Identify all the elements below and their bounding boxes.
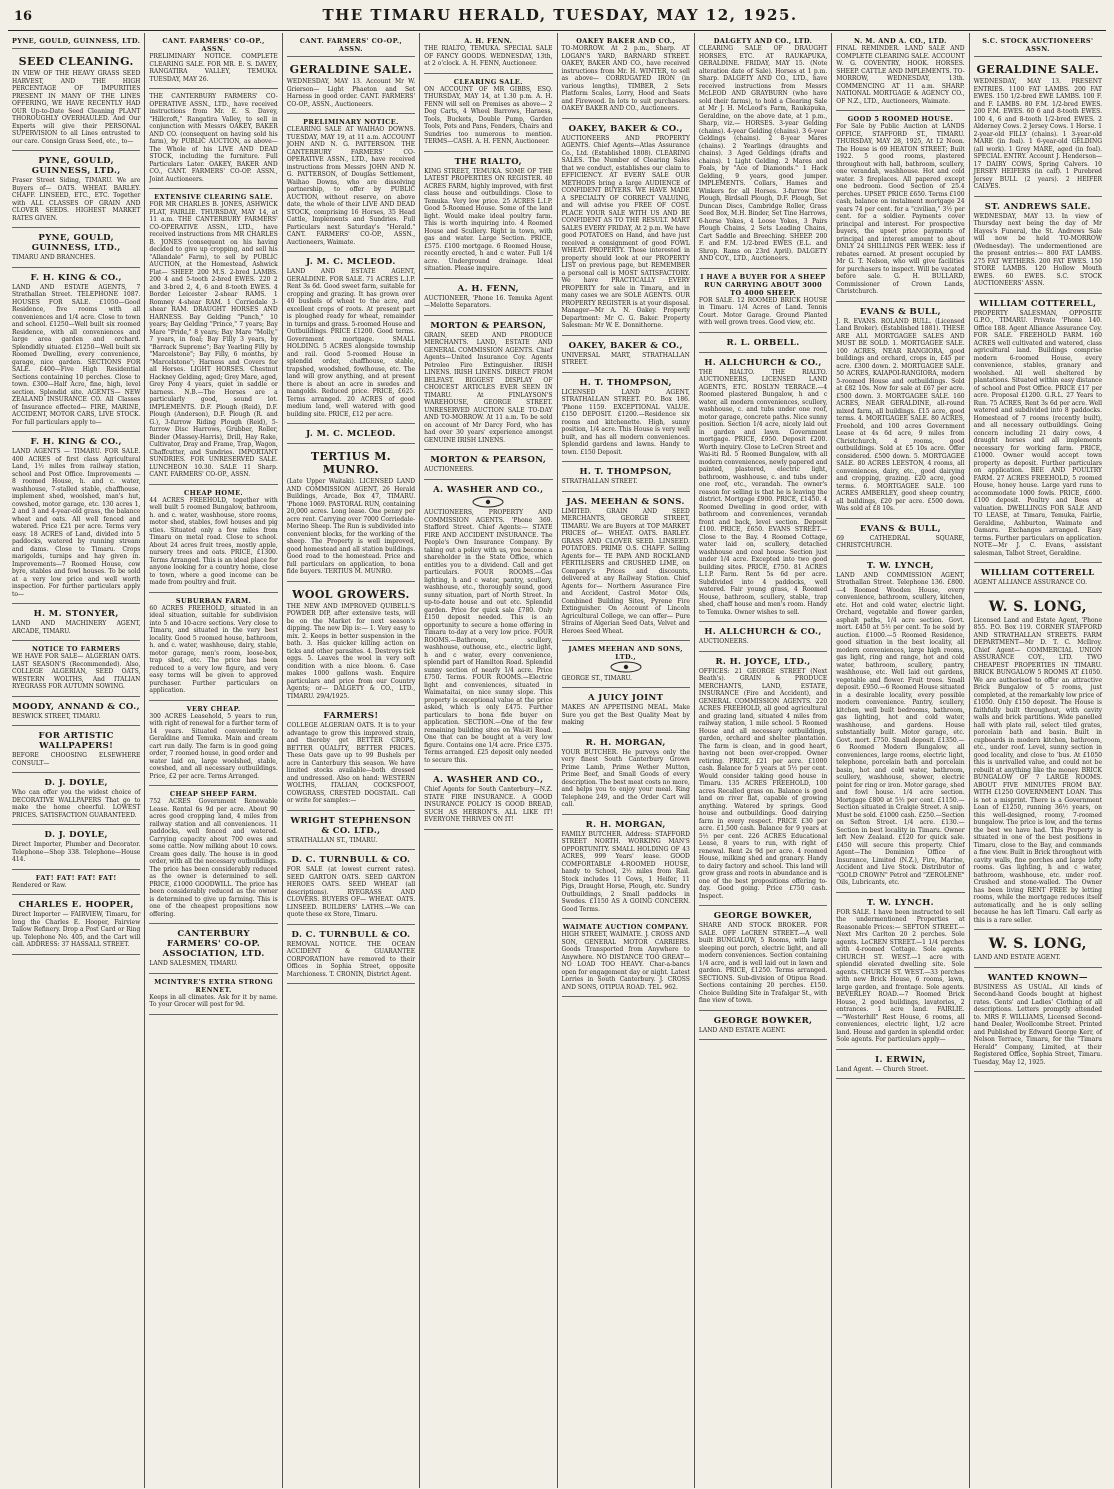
ad-heading: T. W. LYNCH, [866,560,934,571]
ad-heading: A. H. FENN. [464,37,513,45]
ad-body: 44 ACRES FREEHOLD, together with well built 5 roomed Bungalow, bathroom, h. and c. water, washhouse, store rooms, motor shed, stables, fowl houses and pig sties. Situated only a few miles from Timaru on metal road. Close to school. About 24 acres fruit trees, mostly apple, nursery trees and oats. PRICE, £1300. Terms Arranged. This is an ideal place for anyone looking for a country home, close to town, where a good income can be made from poultry and fruit. [149,496,278,586]
advertisement [699,355,827,623]
ad-body: REMOVAL NOTICE. THE OCEAN ACCIDENT & GUARANTEE CORPORATION have removed to their Offices in Sophia Street, opposite Marchioness. T. CRONIN, District Agent. [286,940,416,978]
ad-heading: A. H. FENN, [457,283,519,294]
advertisement [12,230,140,268]
ad-heading: S.C. STOCK AUCTIONEERS' ASSN. [982,37,1094,53]
ad-heading: MCINTYRE'S EXTRA STRONG RENNET. [154,977,274,994]
advertisement [974,565,1102,593]
advertisement [287,927,415,985]
advertisement [424,772,552,830]
ad-body: BEFORE CHOOSING ELSEWHERE CONSULT— [12,752,141,767]
ad-heading: H. M. STONYER, [33,609,119,619]
ad-body: UNIVERSAL MART, STRATHALLAN STREET. [561,351,690,366]
advertisement [562,338,690,373]
ad-heading: GEORGE BOWKER, [713,911,813,921]
ad-body: 60 ACRES FREEHOLD, situated in an ideal situation, suitable for subdivision into 5 and 10-acre sections. Very close to Timaru, and situated in the very best locality. Good 5 roomed house, bathroom, h. and c. water, washhouse, dairy, stable, motor garage, men's room, loose-box, trap shed, etc. The price has been reduced to a very low figure, and very easy terms will be given to approved purchaser. Further particulars on application. [149,604,278,694]
column-5 [558,33,695,1488]
ad-heading: CHEAP SHEEP FARM. [169,790,258,798]
ad-heading: H. ALLCHURCH & CO., [704,627,822,637]
column-3 [283,33,420,1488]
ad-body: CLEARING SALE AT WAIHAO DOWNS. TUESDAY, MAY 19, at 11 a.m. ACCOUNT JOHN AND N. G. PATTERSON. THE CANTERBURY FARMERS' CO-OPERATIVE ASSN., LTD., have received instructions from Messrs JOHN AND N. G. PATTERSON, of Douglas Settlement, Waihao Downs, who are dissolving partnership, to offer by PUBLIC AUCTION, without reserve, on above date, the whole of their LIVE AND DEAD STOCK, comprising 16 Horses, 35 Head Cattle, Implements and Sundries. Full Particulars next Saturday's "Herald." CANT. FARMERS' CO-OP., ASSN., Auctioneers, Waimate. [286,126,416,246]
ad-body: AUCTIONEERS. [424,466,474,473]
advertisement [562,643,690,688]
ad-body: WE HAVE FOR SALE— ALGERIAN OATS. LAST SEASON'S (Recommended). Also, COLLEGE ALGERIAN, SEED OATS, WESTERN WOLTHS, And ITALIAN RYEGRASS FOR AUTUMN SOWING. [12,653,141,690]
advertisement [12,775,140,825]
ad-heading: WOOL GROWERS. [292,587,410,601]
ad-heading: J. M. C. MCLEOD. [306,429,396,439]
ad-heading: R. L. ORBELL. [726,337,800,348]
advertisement [12,270,140,433]
ad-heading: MORTON & PEARSON, [430,455,547,465]
advertisement [149,487,277,593]
ad-body: FOR SALE. I have been instructed to sell the undermentioned Properties at Reasonable Prices:— SEFTON STREET.—Next Mrs Carlton 20 2 perches. Sole agents. LeCREN STREET.—1 1/4 perches with 4-roomed Cottage. Sole agents. CHURCH ST. WEST.—1 acre with splendid elevated dwelling site. Sole agents. CHURCH ST. WEST.—33 perches with new Brick House, 6 rooms, lawn, large garden, and frontage. Sole agents. BEVERLEY ROAD.—7 Roomed Brick House, 2 good buildings, lavatories, 2 entrances. 1 acre land. FAIRLIE.—"Westerhill" Rest House, 6 rooms, all conveniences, electric light, 1/2 acre land. House and garden in splendid order. Sole agents. For particulars apply— [836,908,965,1043]
ad-heading: CANT. FARMERS' CO-OP., ASSN. [299,37,403,53]
newspaper-title: THE TIMARU HERALD, TUESDAY, MAY 12, 1925. [322,6,798,24]
ad-body: AUCTIONEERS AND PROPERTY AGENTS. Chief Agents—Atlas Assurance Co., Ltd. (Established 1808). CLEARING SALES. The Number of Clearing Sales that we conduct, establishes our claim to EFFICIENCY. AT EVERY SALE OUR METHODS bring a large AUDIENCE of CONFIDENT BUYERS. WE HAVE MADE A SPECIALTY OF CORRECT VALUING, and will advise you FREE OF COST. PLACE YOUR SALE WITH US AND BE CONFIDENT AS TO THE RESULT. MART SALES EVERY FRIDAY, At 2 p.m. We have good POTATOES on Hand, and have just received a consignment of good FOWL WHEAT. PROPERTY. Those interested in property should look at our PROPERTY LIST on previous page, but REMEMBER a personal call is MOST SATISFACTORY. We have PRACTICALLY EVERY PROPERTY for sale in Timaru, and in many cases we are SOLE AGENTS. OUR PROPERTY REGISTER is at your disposal. Manager—Mr A. N. Oakey. Property Department: Mr C. G. Baker. Property Salesman: Mr W. E. Donnithorne. [561,134,690,329]
advertisement [287,584,415,707]
ad-heading: PYNE, GOULD, GUINNESS, LTD. [12,37,141,45]
ad-body: SHARE AND STOCK BROKER. FOR SALE. OFF LeCREN STREET.—A well built BUNGALOW, 5 Rooms, with large sleeping out porch, electric light, and all modern conveniences. Section containing 1/4 acre, and is well laid out in lawn and garden. PRICE, £1250. Terms arranged. SECTIONS. Sub-division of Otipua Road. Sections containing 20 perches. £150. Choice Building Site in Trafalgar St., with fine view of town. [698,922,828,1004]
ad-body: LAND AND ESTATE AGENT. [973,954,1061,961]
advertisement [12,728,140,773]
advertisement [424,281,552,316]
ad-body: FAMILY BUTCHER. Address: STAFFORD STREET NORTH. WORKING MAN'S OPPORTUNITY. SMALL HOLDING OF 43 ACRES, 999 Years' lease. GOOD COMFORTABLE 4-ROOMED HOUSE, handy to School, 2½ miles from Rail. Stock includes 11 Cows, 1 Heifer, 11 Pigs, Draught Horse, Plough, etc. Sundry Outbuildings, 2 Small paddocks in Swedes. £1150 AS A GOING CONCERN. Good Terms. [561,830,690,913]
ad-body: HIGH STREET, WAIMATE. J. CROSS AND SON, GENERAL MOTOR CARRIERS. Goods Transported from Anywhere to Anywhere. NO DISTANCE TOO GREAT—NO LOAD TOO HEAVY. Char-a-bancs open for engagement day or night. Latest Lorries in South Canterbury. J. CROSS AND SONS, OTIPUA ROAD. TEL. 962. [561,931,690,991]
ad-body: CLEARING SALE OF DRAUGHT HORSES, ETC. AT RAUKAPUKA, GERALDINE. FRIDAY, MAY 15. (Note alteration date of Sale). Horses at 1 p.m. Sharp. DALGETY AND CO., LTD., have received instructions from Messrs McLEOD AND GRAYBURN (who have sold their farms), to hold a Clearing Sale at Mr J. H. McLeod's Farm, Raukapuka, Geraldine, on the above date, at 1 p.m., Sharp, viz.— HORSES. 3-year Gelding (chains). 4-year Gelding (chains). 3 6-year Geldings (chains). 2 8-year Mares (chains). 2 Yearlings (draughts and chains). 3 Aged Geldings (drafts and chains). 1 Light Gelding. 2 Mares and Foals, by "Ace of Diamonds." 1 Hack Gelding, 9 years, good jumper. IMPLEMENTS. Collars, Hames and Winkers for all Horses. 3-furrow Disc Plough, Birdsall Plough, D.F. Plough, Set Duncan Discs, Cambridge Roller, Grass Seed Box, M.H. Binder, Set Tine Harrows, 6-horse Yokes, 4 Loose Yokes, 3 Pairs Plough Chains, 2 Sets Leading Chains, Cart Saddle and Breeching. SHEEP. 200 F. and F.M. 1/2-bred EWES (E.L. and Shrop. Rams on 23rd April). DALGETY AND COY., LTD., Auctioneers. [698,45,828,262]
ad-heading: A JUICY JOINT [587,693,664,703]
ad-heading: MOODY, ANNAND & CO., [12,701,140,712]
ad-body: ON ACCOUNT OF MR GIBBS, ESQ. THURSDAY, MAY 14, at 1.30 p.m. A. H. FENN will sell on Premises as above— 2 Dog Carts, 4 Wheel Barrows, Harness, Tools, Buckets, Double Pump, Garden Tools, Pots and Pans, Fenders, Chairs and Sundries too numerous to mention. TERMS—CASH. A. H. FENN, Auctioneer. [424,85,553,145]
ad-heading: PYNE, GOULD, GUINNESS, LTD., [31,156,121,176]
ad-heading: D. J. DOYLE, [44,778,108,788]
ad-heading: A. WASHER AND CO., [433,775,544,785]
ad-body: FOR SALE (at lowest current rates). SEED GARTON OATS. SEED GARTON HEROES OATS. SEED WHEAT (all descriptions). RYEGRASS AND CLOVERS. BUYERS OF— WHEAT. OATS. LINSEED. BUILDERS' LATHS.—We can quote these ex Store, Timaru. [286,866,416,918]
ad-body: J. R. EVANS. ROLAND BULL. (Licensed Land Broker). (Established 1881). THESE ARE ALL MORTGAGEE SALES AND MUST BE SOLD. 1. MORTGAGEE SALE. 100 ACRES, NEAR RANGIORA, good buildings and orchard, crops in, £45 per acre. £300 down. 2. MORTGAGEE SALE. 50 ACRES, KAIAPOI-RANGIORA, modern 5-roomed House and outbuildings. Sold at £82 10s. Now for sale at £67 per acre. £500 down. 3. MORTGAGEE SALE. 160 ACRES, NEAR GERALDINE, all-round mixed farm, all buildings. £15 acre, good terms. 4. MORTGAGEE SALE. 80 ACRES, Freehold, and 100 acres Government Lease at 4s 6d acre, 9 miles from Christchurch, 4 rooms, good outbuildings. Sold at £5 10s acre. Offer considered. £500 down. 5. MORTGAGEE SALE. 80 ACRES LEESTON, 4 rooms, all conveniences, dairy, etc., good dairying and cropping, grazing. £20 acre, good terms. 6. MORTGAGEE SALE. 100 ACRES AMBERLEY, good sheep country, all buildings, £20 per acre. £500 down. Was sold at £8 10s. [836,317,965,512]
advertisement [149,788,277,924]
ad-heading: CANT. FARMERS' CO-OP., ASSN. [162,37,265,53]
ad-heading: GOOD 5 ROOMED HOUSE. [847,115,954,123]
ornament-icon [562,661,690,675]
advertisement [562,817,690,920]
ad-heading: VERY CHEAP. [186,704,241,713]
advertisement [836,558,964,893]
advertisement [424,452,552,480]
advertisement [287,813,415,851]
advertisement [149,35,277,89]
ad-body: 752 ACRES Government Renewable Lease. Rental 6s 9d per acre. About 90 acres good cropping land, 4 miles from railway station and all conveniences. 11 paddocks, well fenced and watered. Carrying capacity about 700 ewes and some cattle. Now milking about 10 cows. Cream goes daily. The house is in good order, with all the necessary outbuildings. The price has been considerably reduced as the owner is determined to sell. PRICE, £1000 GOODWILL. The price has been considerably reduced as the owner is determined to give up farming. This is one of the cheapest propositions now offering. [149,798,278,918]
ad-heading: W. S. LONG, [988,936,1087,952]
ad-heading: SUBURBAN FARM. [175,596,252,605]
advertisement [562,375,690,463]
columns [8,33,1106,1488]
ad-body: Keeps in all climates. Ask for it by name. To your Grocer will post for 9d. [149,993,278,1008]
ad-heading: WANTED KNOWN— [987,972,1088,983]
ad-heading: F. H. KING & CO., [30,272,122,283]
ad-body: LAND AND ESTATE AGENT. [698,1026,786,1034]
advertisement [149,926,277,974]
ad-body: PROPERTY SALESMAN, OPPOSITE G.P.O., TIMARU. Private 'Phone 140. Office 188. Agent Alliance Assurance Coy. FOR SALE. FREEHOLD FARM. 160 ACRES well cultivated and watered, class agricultural land. Buildings comprise modern 6-roomed House, every convenience, stables, granary and woolshed. All well sheltered by plantations. Situated within easy distance of school and Post Office. PRICE £17 per acre. Proposal £1200. G.R.L. 27 Years to Run. 75 ACRES, Rent 3s 6d per acre. Well watered and subdivided into 8 paddocks. Homestead of 7 rooms (recently built), and all necessary outbuildings. Going concern including 21 dairy cows, 4 draught horses and all implements necessary for working farm. PRICE, £1000. Owner would accept town property as deposit. Further particulars on application. BEE AND POULTRY FARM. 27 ACRES FREEHOLD, 5 roomed House, honey house. Large yard runs to accommodate 1000 fowls. PRICE, £600. £100 deposit. Poultry and Bees at valuation. DWELLINGS FOR SALE AND TO LEASE, at Timaru, Temuka, Fairlie, Geraldine, Ashburton, Waimate and Oamaru. Exchanges arranged. Easy terms. Further particulars on application. NOTE—Mr J. C. Evans, assistant salesman, Talbot Street, Geraldine. [973,309,1102,557]
ad-body: Rendered or Raw. [12,881,67,889]
ad-body: GEORGE ST., TIMARU. [561,674,632,682]
ad-body: Who can offer you the widest choice of DECORATIVE WALLPAPERS That go to make the home cheerful. LOWEST PRICES. SATISFACTION GUARANTEED. [12,789,141,819]
column-6 [695,33,832,1488]
ad-heading: J. M. C. MCLEOD. [306,257,396,267]
ad-heading: FARMERS! [323,711,379,721]
ad-heading: TERTIUS M. MUNRO. [310,450,392,476]
ad-body: Land Agent. — Church Street. [836,1065,929,1073]
ad-heading: JAMES MEEHAN AND SONS, LTD., [568,645,683,661]
ad-body: LAND AGENTS — TIMARU. FOR SALE. 400 ACRES of first class Agricultural Land, 1½ miles from railway station, school and Post Office. Improvements — 8 roomed House, h. and c. water, washhouse, 7-stalled stable, chaffhouse, implement shed, woolshed, man's hut, cowshed, motor garage, etc. 130 acres 1, 2 and 3 and 4-year-old grass, the balance wheat and oats. All well fenced and watered. Price £21 per acre. Terms very easy. 18 ACRES of Land, divided into 5 paddocks, watered by running stream and dams. Close to Timaru. Crops marigolds, turnips and hay given in. Improvements—7 Roomed House, cow byre, stables and fowl houses. To be sold at a very low price and well worth inspection. For further particulars apply to— [12,448,141,598]
ad-heading: OAKEY, BAKER & CO., [568,123,683,134]
ad-body: FOR MR CHARLES B. JONES, ASHWICK FLAT, FAIRLIE. THURSDAY, MAY 14, at 11 a.m. THE CANTERBURY FARMERS' CO-OPERATIVE ASSN., LTD., have received instructions from MR CHARLES B. JONES (consequent on his having decided to give up cropping, and sell his "Allandale" Farm), to sell by PUBLIC AUCTION, at the Homestead, Ashwick Flat— SHEEP. 200 M.S. 2-bred LAMBS. 200 4 and 5-tooth 2-bred EWES. 220 2 and 3-bred 2, 4, 6 and 8-tooth EWES. 4 Border Leicester 2-shear RAMS. 1 Romney 4-shear RAM. 1 Corriedale 3-shear RAM. DRAUGHT HORSES AND HARNESS. Bay Gelding "Punch," 10 years; Bay Gelding "Prince," 7 years; Bay Mare "Pride," 8 years; Bay Mare "Molly," 7 years, in foal; Bay Filly 3 years, by "Barrack Supreme"; Bay Yearling Filly by "Marcelstone"; Bay Filly, 6 months, by "Marcelstone"; Harness and Covers for all Horses. LIGHT HORSES. Chestnut Hackney Gelding, aged; Grey Mare, aged, Grey Pony 4 years, quiet in saddle or harness. N.B.—The Horses are a particularly good, sound lot. IMPLEMENTS. D.F. Plough (Reid), D.F. Plough (Anderson), D.F. Plough (R. and G.), 3-furrow Riding Plough (Reid), 5-furrow Disc Harrows, Grubber, Roller, Binder (Massey-Harris), Drill, Hay Rake, Cultivator, Dray and Frame, Trap, Wagon, Chaffcutter, and Sundries. IMPORTANT SUNDRIES. FOR UNRESERVED SALE. LUNCHEON 10.30. SALE 11 Sharp. CANT. FARMERS' CO-OP., ASSN. [149,201,278,478]
advertisement [287,59,415,114]
column-2 [145,33,282,1488]
ad-heading: H. T. THOMPSON, [579,377,672,388]
advertisement [974,595,1102,931]
ad-heading: GERALDINE SALE. [289,63,413,76]
ad-heading: I. ERWIN, [875,1054,926,1065]
ad-body: FOR SALE. 12 ROOMED BRICK HOUSE in Timaru. 1/4 Acres of Land. Tennis Court. Motor Garage. Ground Planted with well grown trees. Good view, etc. [698,296,828,326]
advertisement [562,494,690,642]
ad-heading: D. C. TURNBULL & CO. [291,855,411,865]
ad-heading: CLEARING SALE. [453,77,523,86]
ad-heading: A. WASHER AND CO., [433,484,544,495]
advertisement [12,153,140,228]
ad-body: Fraser Street Siding, TIMARU. We are Buyers of— OATS. WHEAT. BARLEY. CHAFF. LINSEED, ETC., ETC. Together with ALL CLASSES OF GRAIN AND CLOVER SEEDS. HIGHEST MARKET RATES GIVEN. [12,177,141,222]
advertisement [149,191,277,485]
ad-body: TIMARU AND BRANCHES. [12,254,96,261]
ad-body: WEDNESDAY, MAY 13. PRESENT ENTRIES. 1100 FAT LAMBS. 200 FAT EWES. 150 1/2-bred EWE LAMBS. 100 F. and F. LAMBS. 80 F.M. 1/2-bred EWES. 200 F.M. EWES. 60 6 and 8-tooth EWES. 100 4, 6 and 8-tooth 1/2-bred EWES. 2 Alderney Cows. 2 Jersey Cows. 1 Horse. 1 2-year-old FILLY (chains). 1 3-year-old MARE (in foal). 1 6-year-old GELDING (all work). 1 Grey MARE, aged (in foal). SPECIAL ENTRY. Account J. Henderson— 17 DAIRY COWS, Spring Calvers. 10 JERSEY HEIFERS (in calf). 1 Purebred Jersey BULL (2 years). 2 HEIFER CALVES. [973,78,1102,190]
ad-body: LAND AND MACHINERY AGENT, ARCADE, TIMARU. [12,620,141,635]
advertisement [836,113,964,302]
ad-heading: T. W. LYNCH. [866,897,934,908]
ad-heading: WAIMATE AUCTION COMPANY. [562,923,689,931]
advertisement [699,654,827,907]
ad-body: LAND AND ESTATE AGENT, GERALDINE. FOR SALE. 71 ACRES L.I.P. Rent 3s 6d. Good sweet farm, suitable for cropping and grazing. It has grown over 40 bushels of wheat to the acre, and excellent crops of roots. At present part is ploughed ready for wheat, remainder in turnips and grass. 5-roomed House and Outbuildings. PRICE £1200. Good terms. Government mortgage. SMALL HOLDING. 5 ACRES alongside township and rail. Good 5-roomed House in splendid order, chaffhouse, stable, trapshed, woodshed, fowlhouse, etc. The land will grow anything, and at present there is about an acre in swedes and mangolds. Reduced price. PRICE, £625. Terms arranged. 20 ACRES of good medium land, well watered with good building site. PRICE, £12 per acre. [286,268,416,418]
advertisement [12,827,140,870]
ad-heading: PRELIMINARY NOTICE. [303,118,399,126]
ad-body: BESWICK STREET, TIMARU. [12,712,101,720]
ad-body: KING STREET, TEMUKA. SOME OF THE LATEST PROPERTIES ON REGISTER. 40 ACRES FARM, highly improved, with first class house and outbuildings. Close to Temuka. Very low price. 25 ACRES L.I.P. Good 5-Roomed House. Some of the land light. Would make ideal poultry farm. This is worth inquiring into. 4 Roomed House and Scullery. Right in town, with gas and water. Large Section. PRICE, £575. £100 mortgage. 6 Roomed House, recently erected, h and c water. Full 1/4 acre. Underground drainage. Ideal situation. Please inquire. [424,167,553,272]
advertisement [974,932,1102,968]
advertisement [974,970,1102,1073]
ad-heading: THE RIALTO, [454,156,522,167]
ornament-icon [424,496,552,510]
ad-heading: GERALDINE SALE. [976,63,1100,76]
ad-heading: EVANS & BULL, [859,523,942,534]
ad-body: LICENSED LAND AGENT, STRATHALLAN STREET. P.O. Box 186. 'Phone 1159. EXCEPTIONAL VALUE. £150 DEPOSIT. £1200.—Residence six rooms and kitchenette. High, sunny position, 1/4 acre. This House is very well built, and has all modern conveniences. Splendid gardens and lawns. Handy to town. £150 Deposit. [561,388,690,456]
ad-body: THE NEW AND IMPROVED QUIBELL'S POWDER DIP, after extensive tests, will be on the Market for next season's dipping. The new Dip is:— 1. Very easy to mix. 2. Keeps in better suspension in the bath. 3. Has quicker killing action on ticks and other parasites. 4. Destroys tick eggs. 5. Leaves the wool in very soft condition with a nice bloom. 6. Case makes 1000 gallons wash. Enquire particulars and price from our Country Agents; or— DALGETY & CO., LTD., TIMARU. 29/4/1925. [286,602,416,700]
ad-heading: I HAVE A BUYER FOR A SHEEP RUN CARRYING ABOUT 3000 TO 4000 SHEEP. [700,272,826,297]
advertisement [562,121,690,336]
advertisement [974,199,1102,294]
ad-body: LAND AND ESTATE AGENTS, 7 Strathallan Street. TELEPHONE 1087. HOUSES FOR SALE. £1050—Good Residence, five rooms with all conveniences and 1/4 acre. Close to town and school. £1250—Well built six roomed Residence, with all conveniences and large area garden and orchard. Splendidly situated. £1250—Well built six Roomed Dwelling, every convenience, garage, nice garden. SECTIONS FOR SALE. £400—Five High Residential Sections containing 10 perches. Close to town. £300—Half Acre, fine, high, level section. Splendid site. AGENTS— NEW ZEALAND INSURANCE CO. All Classes of Insurance effected— FIRE, MARINE, ACCIDENT, MOTOR CARS, LIVE STOCK. For full particulars apply to— [12,283,141,426]
ad-heading: SEED CLEANING. [18,55,134,68]
ad-heading: OAKEY, BAKER & CO., [568,340,683,351]
ad-body: 69 CATHEDRAL SQUARE, CHRISTCHURCH. [836,534,965,549]
ad-heading: ST. ANDREWS SALE. [984,201,1091,212]
ad-heading: CANTERBURY FARMERS' CO-OP. ASSOCIATION, LTD. [162,929,265,959]
ad-body: WEDNESDAY, MAY 13. Account Mr W. Grierson— Light Phaeton and Set Harness in good order. CANT. FARMERS' CO-OP., ASSN., Auctioneers. [286,78,416,108]
ad-body: 300 ACRES Leasehold, 5 years to run, with right of renewal for a further term of 14 years. Situated conveniently to Geraldine and Temuka. Main and cream cart run daily. The farm is in good going order, 7 roomed house, in good order and water laid on, large woolshed, stable, cowshed, and all necessary outbuildings. Price, £2 per acre. Terms Arranged. [149,712,278,780]
advertisement [974,296,1102,564]
column-4 [420,33,557,1488]
ad-body: WEDNESDAY, MAY 13. In view of Thursday next being the day of Mr Hayes's Funeral, the St. Andrews Sale will now be held TO-MORROW (Wednesday). The undermentioned are the present entries:— 800 FAT LAMBS. 275 FAT WETHERS. 200 FAT EWES. 150 STORE LAMBS. 120 Hollow Mouth EWES. 60 EWES. S.C. STOCK AUCTIONEERS' ASSN. [973,212,1102,287]
advertisement [12,35,140,49]
ad-body: AUCTIONEER, 'Phone 16. Temuka Agent—Melotte Separators. [424,294,553,309]
ad-heading: N. M. AND A. CO., LTD. [854,37,947,45]
ad-heading: EVANS & BULL, [859,306,942,317]
advertisement [699,1013,827,1041]
advertisement [149,703,277,787]
advertisement [424,154,552,279]
ad-heading: W. S. LONG, [988,598,1087,615]
advertisement [149,976,277,1015]
ad-body: PRELIMINARY NOTICE. COMPLETE CLEARING SALE. FOR MR. E. S. DAVEY, RANGATIRA VALLEY, TEMUKA. TUESDAY, MAY 26. [149,53,278,83]
ad-body: (Late Upper Waitaki). LICENSED LAND AND COMMISSION AGENT, 26 Herald Buildings, Arcade, Box 47, TIMARU. 'Phone 1069. PASTORAL RUN, containing 20,000 acres. Long lease. One penny per acre rent. Carrying over 7000 Corriedale-Merino Sheep. The Run is subdivided into convenient blocks, for the working of the sheep. The Property is well improved, good homestead and all station buildings. Good road to the homestead. Price and full particulars on application, to bona fide buyers. TERTIUS M. MUNRO. [286,478,416,575]
advertisement [287,852,415,925]
ad-body: THE RIALTO, TEMUKA. SPECIAL SALE OF FANCY GOODS. WEDNESDAY, 13th, at 2 o'clock. A. H. FENN, Auctioneer. [424,45,553,67]
advertisement [287,426,415,444]
ad-heading: H. T. THOMPSON, [579,467,672,477]
ad-body: BUSINESS AS USUAL. All kinds of Second-hand Goods bought at highest rates. Gents' and Ladies' Clothing of all descriptions. Letters promptly attended to. MRS F. WILLIAMS, Licensed Second-hand Dealer, Woollcombe Street. Printed and Published by Edward George Kerr, of Nelson Terrace, Timaru, for the "Timaru Herald" Company, Limited, at their Registered Office, Sophia Street, Timaru. Tuesday, May 12, 1925. [973,983,1102,1066]
ad-heading: NOTICE TO FARMERS [32,645,121,653]
ad-heading: F. H. KING & CO., [30,437,122,447]
advertisement [12,643,140,697]
advertisement [12,51,140,151]
advertisement [12,699,140,727]
ad-body: GRAIN, SEED AND PRODUCE MERCHANTS. LAND, ESTATE AND GENERAL COMMISSION AGENTS. Chief Agents—United Insurance Coy. Agents Petroleo Fire Extinguisher. IRISH LINENS. IRISH LINENS. DIRECT FROM BELFAST. BIGGEST DISPLAY OF CHOICEST ARTICLES EVER SEEN IN TIMARU. At FINLAYSON'S WAREHOUSE, GEORGE STREET. UNRESERVED AUCTION SALE TO-DAY AND TO-MORROW. At 11 a.m. To be sold on account of Mr Darcy Ford, who has had over 30 years' experience amongst GENUINE IRISH LINENS. [424,331,553,444]
ad-body: FINAL REMINDER. LAND SALE AND COMPLETE CLEARING SALE. ACCOUNT W. G. COVENTRY, HOOK. HORSES. SHEEP. CATTLE AND IMPLEMENTS. TO-MORROW, WEDNESDAY, 13th. COMMENCING AT 11 a.m. SHARP. NATIONAL MORTGAGE & AGENCY CO., OF N.Z., LTD., Auctioneers, Waimate. [836,45,965,105]
advertisement [836,1052,964,1080]
advertisement [699,624,827,652]
advertisement [562,921,690,997]
advertisement [424,35,552,74]
ad-body: Chief Agents for South Canterbury—N.Z. STATE FIRE INSURANCE. A GOOD INSURANCE POLICY IS GOOD BREAD, SUCH AS HERRON'S. ALL LIKE IT! EVERYONE THRIVES ON IT! [424,786,553,823]
ad-heading: R. H. JOYCE, LTD., [715,656,811,667]
ad-body: COLLEGE ALGERIAN OATS. It is to your advantage to grow this improved strain, and thereby get BETTER CROPS, BETTER QUALITY, BETTER PRICES. These Oats gave up to 99 Bushels per acre in Canterbury this season. We have limited stocks available—both dressed and undressed. Also on hand: WESTERN WOLTHS, ITALIAN, COCKSFOOT, COWGRASS, CRESTED DOGSTAIL. Call or write for samples:— [286,722,416,804]
ad-heading: WILLIAM COTTERELL [980,568,1095,578]
ad-heading: FAT! FAT! FAT! FAT! [35,873,117,882]
ad-body: Direct Importer — FAIRVIEW, Timaru, for long the Charles E. Hooper, Fairview Tallow Refinery. Drop a Post Card or Ring up. Telephone No. 405, and the Cart will call. ADDRESS: 37 HASSALL STREET. [12,911,141,948]
ad-body: Licensed Land and Estate Agent, 'Phone 855. P.O. Box 119. CORNER STAFFORD AND STRATHALLAN STREETS. FARM DEPARTMENT—Mr D. T. C. McIlroy. Chief Agent— COMMERCIAL UNION ASSURANCE COY., LTD. TWO CHEAPEST PROPERTIES IN TIMARU. BRICK BUNGALOW 5 ROOMS AT £1050. We are authorised to offer an attractive Brick Bungalow of 5 rooms, just completed, at the remarkably low price of £1050. Only £150 deposit. The House is faithfully built throughout, with cavity walls and brick partitions. Wide panelled hall with plate rail, select tiled grates, porcelain bath and basin. Built in cupboards in modern kitchen, bathroom, etc., under roof. Level, sunny section in good locality, and close to 'bus. At £1050 this is unrivalled value, and could not be rebuilt at anything like the money. BRICK BUNGALOW OF 7 LARGE ROOMS. ABOUT FIVE MINUTES FROM BAY. WITH £1250 GOVERNMENT LOAN. This is not a misprint. There is a Government Loan of £1250, running 36½ years, on this well-designed, roomy, 7-roomed bungalow. The price is low, and the terms the best we have had. This Property is situated in one of the best positions in Timaru, close to the Bay, and commands a fine view. Built in Brick throughout with cavity walls, fine porches and large lofty rooms. Gas lighting, h and c water, bathroom, washhouse, etc. under roof. Crushed and stone-walled. The Owner has been living RENT FREE by letting rooms, while the mortgage reduces itself automatically, and he is only selling because he has left Timaru. Call early as this is a rare seller. [973,616,1102,924]
advertisement [562,35,690,119]
ad-body: THE RIALTO. THE RIALTO. AUCTIONEERS, LICENSED LAND AGENTS, ETC. ROSLYN TERRACE.—4 Roomed plastered Bungalow, h and c water, all modern conveniences, scullery, washhouse, c. and tubs under one roof, motor garage, concrete paths. Nice sunny position. Section 1/4 acre, nicely laid out in garden and lawn. Government mortgage. PRICE, £950. Deposit £200. Worth inquiry. Close to LeCren Street and Wai-iti Rd. 5 Roomed Bungalow, with all modern conveniences, newly papered and painted, plastered, electric light, bathroom, washhouse, c. and tubs under one roof, etc., verandah. The owner's reason for selling is that he is leaving the district. Mortgage £900. PRICE, £1450. 4 Roomed Dwelling in good order, with bathroom and conveniences, verandah front and back, level section. Deposit £100. PRICE, £650. EVANS STREET.—Close to the Bay. 4 Roomed Cottage, water laid on, scullery, detached washhouse and coal house. Section just under 1/4 acre. Excepted into two good building sites. PRICE, £750. 81 ACRES L.I.P. Farm. Rent 5s 6d per acre. Subdivided into 4 paddocks, well watered. Fair young grass, 4 Roomed House, bathroom, scullery, stable, trap shed, chaff house and men's room. Handy to Temuka. Owner wishes to sell. [698,368,828,616]
ad-heading: DALGETY AND CO., LTD. [713,37,813,45]
advertisement [836,35,964,111]
advertisement [149,91,277,189]
page-number: 16 [14,9,33,24]
ad-heading: D. C. TURNBULL & CO. [291,929,411,940]
ad-body: OFFICES: 21 GEORGE STREET (Next Beath's). GRAIN & PRODUCE MERCHANTS, LAND, ESTATE, INSURANCE (Fire and Accident), and GENERAL COMMISSION AGENTS. 220 ACRES FREEHOLD, all good agricultural and grazing land, situated 4 miles from railway station, 1 mile school. 5 Roomed House and all necessary outbuildings, garden, orchard and shelter plantation. The farm is clean, and in good heart, having not been over-cropped. Owner retiring. PRICE, £21 per acre. £1000 cash. Balance for 5 years at 5½ per cent. Would consider taking good house in Timaru. 135 ACRES FREEHOLD, 100 acres Recalled grass on. Balance is good land on river flat, capable of growing anything. Watered by springs. Good house and outbuildings. Good dairying farm in every respect. PRICE £30 per acre. £1,500 cash. Balance for 9 years at 5½ per cent. 226 ACRES Educational Lease, 8 years to run, with right of renewal. Rent 2s 9d per acre. 4 roomed House, milking shed and granary. Handy to dairy factory and school. This land will grow grass and roots in abundance and is one of the best propositions offering to-day. Good going. Price £750 cash. Inspect. [698,667,828,900]
ad-body: AGENT ALLIANCE ASSURANCE CO. [973,579,1087,586]
ad-body: IN VIEW OF THE HEAVY GRASS SEED HARVEST, AND THE HIGH PERCENTAGE OF IMPURITIES PRESENT IN MANY OF THE LINES OFFERING, WE HAVE RECENTLY HAD OUR Up-to-Date Seed Cleaning PLANT THOROUGHLY OVERHAULED. And Our Experts will give their PERSONAL SUPERVISION to all Lines entrusted to our care. Consign Grass Seed, etc., to— [12,70,141,145]
ad-body: For Sale by Public Auction at LANDS OFFICE, STAFFORD ST., TIMARU. THURSDAY, MAY 28, 1925, At 12 Noon. The House is 69 HEATON STREET; Built 1922. 5 good rooms, plastered throughout with hall, bathroom, scullery, one verandah, washhouse. Hot and cold water. 3 fireplaces. All papered except one bedroom. Good Section of 25.4 perches. UPSET PRICE £650. Terms £100 cash, balance on instalment mortgage 24 years 74 per cent. for a "civilian," 3½ per cent. for a soldier. Payments cover principal and interest. For prospective buyers, the upset price payments of principal and interest amount to about ONLY 24 SHILLINGS PER WEEK: less if rebates earned. At present occupied by Mr G. T. Nelson, who will give facilities for purchasers to inspect. Will be vacated before sale. G. H. BULLARD, Commissioner of Crown Lands, Christchurch. [836,123,965,295]
advertisement [974,35,1102,57]
advertisement [287,708,415,811]
ad-body: LIMITED. GRAIN AND SEED MERCHANTS, GEORGE STREET, TIMARU. We are Buyers at TOP MARKET PRICES of— WHEAT. OATS. BARLEY. GRASS AND CLOVER SEED. LINSEED. POTATOES. PRIME O.S. CHAFF. Selling Agents for— TE PAPA AND ROCKLAND FERTILISERS and CRUSHED LIME, on Company's Prices and discounts, delivered at any Railway Station. Chief Agents for— Northern Assurance Fire and Accident, Castrol Motor Oils, Combined Building Sites, Pyrene Fire Extinguisher. On Account of Lincoln Agricultural College, we can offer— Pure Strains of Algerian Seed Oats, Velvet and Heroes Seed Wheat. [561,507,690,635]
ad-body: STRATHALLAN STREET. [561,478,638,485]
advertisement [836,895,964,1050]
advertisement [699,335,827,353]
advertisement [699,908,827,1011]
advertisement [12,434,140,604]
ad-heading: WILLIAM COTTERELL, [979,298,1097,309]
advertisement [562,690,690,733]
ad-body: STRATHALLAN ST., TIMARU. [286,836,378,844]
advertisement [699,35,827,269]
ad-heading: CHEAP HOME. [184,488,244,497]
column-7 [832,33,969,1488]
advertisement [974,59,1102,197]
advertisement [424,318,552,451]
ad-heading: EXTENSIVE CLEARING SALE. [154,193,273,201]
ad-heading: R. H. MORGAN, [585,819,666,830]
ad-heading: OAKEY BAKER AND CO., [576,37,676,45]
ad-heading: PYNE, GOULD, GUINNESS, LTD., [31,233,121,253]
advertisement [12,606,140,641]
ad-body: Direct Importer, Plumber and Decorator. Telephone—Shop 338. Telephone—House 414. [12,841,141,863]
advertisement [562,735,690,815]
ad-body: YOUR BUTCHER. He purveys only the very finest South Canterbury Grown Prime Lamb, Prime Wether Mutton, Prime Beef, and Small Goods of every description. The best meat costs no more, and helps you to enjoy your meal. Ring Telephone 249, and the Order Cart will call. [561,748,690,808]
advertisement [287,254,415,424]
ad-body: TO-MORROW. At 2 p.m., Sharp. AT LOGAN'S YARD, BARNARD STREET. OAKEY, BAKER AND CO., have received instructions from Mr. H. WINTER, to sell as above— CORRUGATED IRON (in various lengths), TIMBER, 2 Sets Platform Scales, Lorry, Hood and Seats and Firewood. In lots to suit purchasers. OAKEY BAKER AND CO., Auctioneers. [561,45,690,112]
advertisement [149,595,277,701]
ad-heading: JAS. MEEHAN & SONS. [566,496,685,507]
advertisement [699,271,827,333]
masthead [8,6,1106,31]
advertisement [12,897,140,955]
advertisement [287,446,415,582]
advertisement [287,116,415,252]
ad-body: LAND AND COMMISSION AGENT, Strathallan Street. Telephone 136. £800.—4 Roomed Wooden House, every convenience, bathroom, scullery, kitchen, etc. Hot and cold water, electric light. Orchard, vegetable and flower garden, asphalt paths, 1/4 acre section. Govt. mort. £450 at 5½ per cent. To be sold by auction. £1000.—5 Roomed Residence, good situation in the best locality, all modern conveniences, large high rooms, gas light, ring and range, hot and cold water, bathroom, scullery, pantry, washhouse, etc. Well laid out gardens, vegetable and flower. Fruit trees. Small deposit. £950.—6 Roomed House situated in a desirable locality, every possible modern convenience. Pantry, scullery, kitchen, well built bedrooms, bathroom, gas lighting, hot and cold water, washhouse, and gardens. House substantially built. Motor garage, etc. Govt. mort. £750. Small deposit. £1350.—6 Roomed Modern Bungalow, all conveniences, large rooms, electric light, telephone, porcelain bath and porcelain basin, hot and cold water, bathroom, scullery, washhouse, shower, electric point for ring or iron. Motor garage, shed and fowl house. 1/4 acre section. Mortgage £800 at 5½ per cent. £1150.—Section situated in Craigie Street. A snip. Must be sold. £1000 cash. £250.—Section on Sefton Street. 1/4 acre. £130.—Section in best locality in Timaru. Owner left New Zealand. £120 for quick sale. £450 will secure this property. Chief Agent—The Dominion Office of Insurance, Limited (N.Z.), Fire, Marine, Accident and Live Stock. Distributor of "GOLD CROWN" Petrol and "ZEROLENE" Oils, Lubricants, etc. [836,571,965,886]
ad-heading: FOR ARTISTIC WALLPAPERS! [38,731,114,751]
ad-heading: H. ALLCHURCH & CO., [704,357,822,368]
column-8 [970,33,1106,1488]
advertisement [424,76,552,152]
advertisement [562,464,690,492]
ad-heading: R. H. MORGAN, [585,737,666,748]
ad-heading: D. J. DOYLE, [44,830,108,840]
advertisement [424,482,552,771]
ad-heading: GEORGE BOWKER, [713,1015,813,1026]
advertisement [836,304,964,519]
ad-heading: WRIGHT STEPHENSON & CO. LTD., [290,815,412,836]
ad-body: AUCTIONEERS, PROPERTY AND COMMISSION AGENTS. 'Phone 369. Stafford Street. Chief Agents:— STATE FIRE AND ACCIDENT INSURANCE. The People's Own Insurance Company. By taking out a policy with us, you become a shareholder in the State Office, which entitles you to a dividend. Call and get particulars. FOUR ROOMS.—Gas lighting, h and c water, pantry, scullery, washhouse, etc., thoroughly sound, good sunny situation, part of North Street. In up-to-date house and out etc. Splendid garden. Price for quick sale £780. Only £150 deposit needed. This is an opportunity to secure a home offering in Timaru to-day at a very low price. FOUR ROOMS.—Bathroom, scullery, washhouse, outhouse, etc., electric light, h and c water, every convenience, splendid part of Hamilton Road. Splendid sunny section of nearly 1/4 acre. Price £750. Terms. FOUR ROOMS.—Electric light and conveniences, situated in Waimataitai, on nice sunny slope. This property is exceptional value at the price asked, which is only £475. Further particulars to bona fide buyer on application. SECTION.—One of the few remaining building sites on Wai-iti Road. One that can be bought at a very low figure. Contains one 1/4 acre. Price £375. Terms arranged. £25 deposit only needed to secure this. [424,509,553,764]
advertisement [12,872,140,896]
ad-body: LAND SALESMEN, TIMARU. [149,960,238,967]
ad-heading: CHARLES E. HOOPER, [18,900,134,910]
ad-body: AUCTIONEERS. [698,638,749,645]
advertisement [287,35,415,57]
ad-body: THE CANTERBURY FARMERS' CO-OPERATIVE ASSN., LTD., have received instructions from Mr. E. S. Davey, "Hillcroft," Rangatira Valley, to sell in conjunction with Messrs OAKEY, BAKER AND CO. (consequent on having sold his farm), by PUBLIC AUCTION, as above— The Whole of his LIVE AND DEAD STOCK, including the furniture. Full Particulars Later. OAKEY, BAKER AND CO., CANT. FARMERS' CO-OP. ASSN., Joint Auctioneers. [149,93,278,183]
column-1 [8,33,145,1488]
advertisement [836,521,964,556]
ad-heading: MORTON & PEARSON, [430,320,547,331]
ad-body: MAKES AN APPETISING MEAL. Make Sure you get the Best Quality Meat by making [561,704,690,726]
